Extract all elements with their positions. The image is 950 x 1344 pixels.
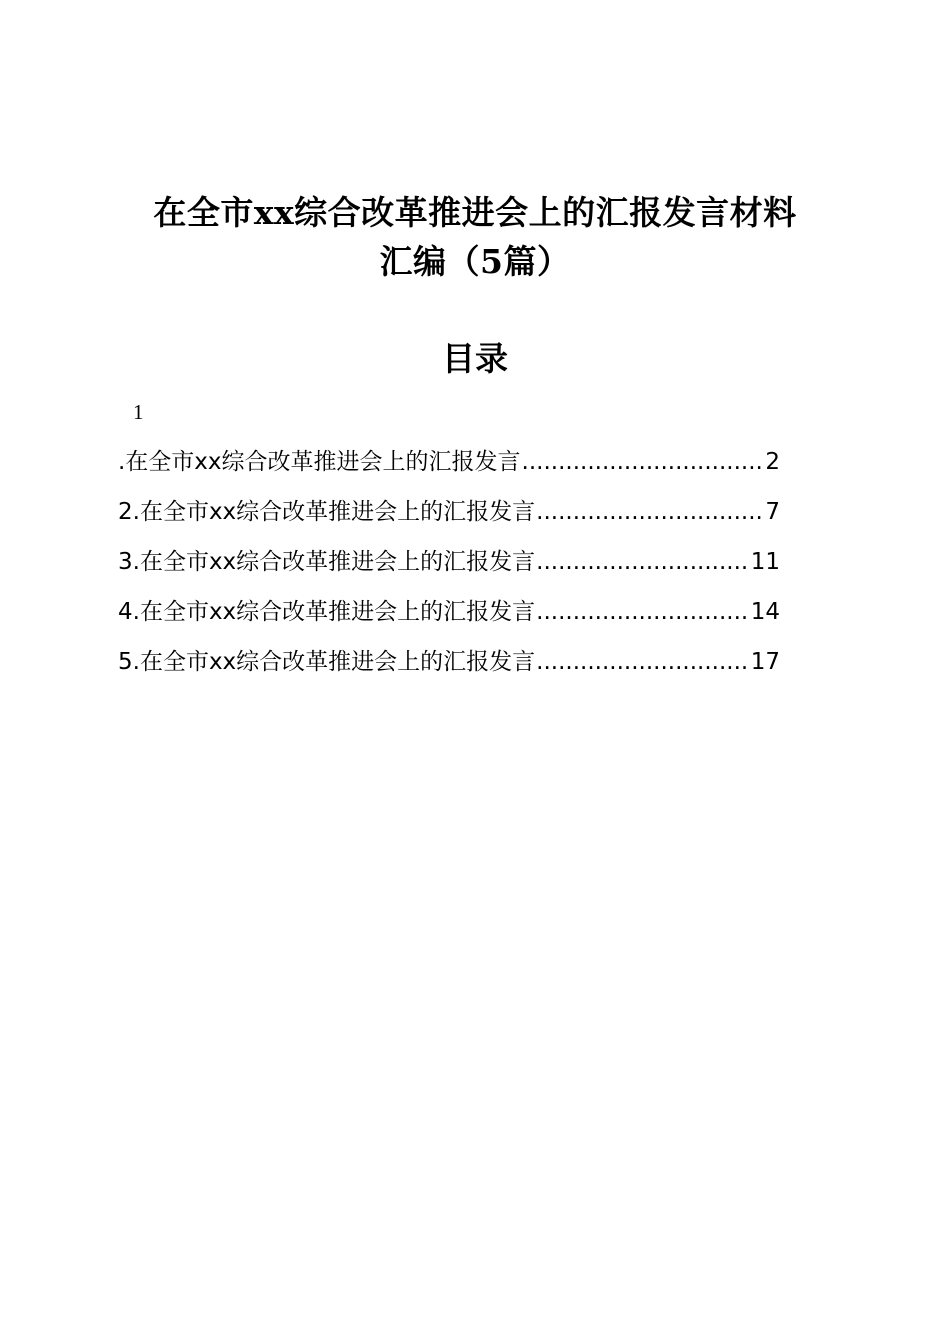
- toc-stray-number: 1: [133, 400, 144, 424]
- toc-dot-leader: [536, 544, 750, 580]
- toc-dot-leader: [522, 444, 765, 480]
- document-title-line-2: 汇编（5篇）: [379, 242, 571, 281]
- toc-entry-text: 2.在全市xx综合改革推进会上的汇报发言: [118, 499, 536, 525]
- toc-entry-text: 3.在全市xx综合改革推进会上的汇报发言: [118, 549, 536, 575]
- toc-page-number: 2: [765, 449, 780, 475]
- toc-entry-text: 5.在全市xx综合改革推进会上的汇报发言: [118, 649, 536, 675]
- toc-page-number: 11: [750, 549, 780, 575]
- toc-page-number: 14: [750, 599, 780, 625]
- toc-entry-3[interactable]: [118, 544, 780, 594]
- document-title: [0, 188, 950, 286]
- toc-page-number: 17: [750, 649, 780, 675]
- toc-heading: 目录: [442, 339, 508, 378]
- toc-entry-4[interactable]: [118, 594, 780, 644]
- document-title-line-1: 在全市xx综合改革推进会上的汇报发言材料: [153, 193, 797, 232]
- toc-entry-text: .在全市xx综合改革推进会上的汇报发言: [118, 449, 521, 475]
- toc-entry-1[interactable]: [118, 444, 780, 494]
- toc-entry-5[interactable]: [118, 644, 780, 694]
- table-of-contents: [118, 444, 780, 694]
- toc-entry-2[interactable]: [118, 494, 780, 544]
- toc-dot-leader: [536, 594, 750, 630]
- toc-entry-text: 4.在全市xx综合改革推进会上的汇报发言: [118, 599, 536, 625]
- toc-dot-leader: [536, 644, 750, 680]
- toc-dot-leader: [536, 494, 764, 530]
- toc-page-number: 7: [765, 499, 780, 525]
